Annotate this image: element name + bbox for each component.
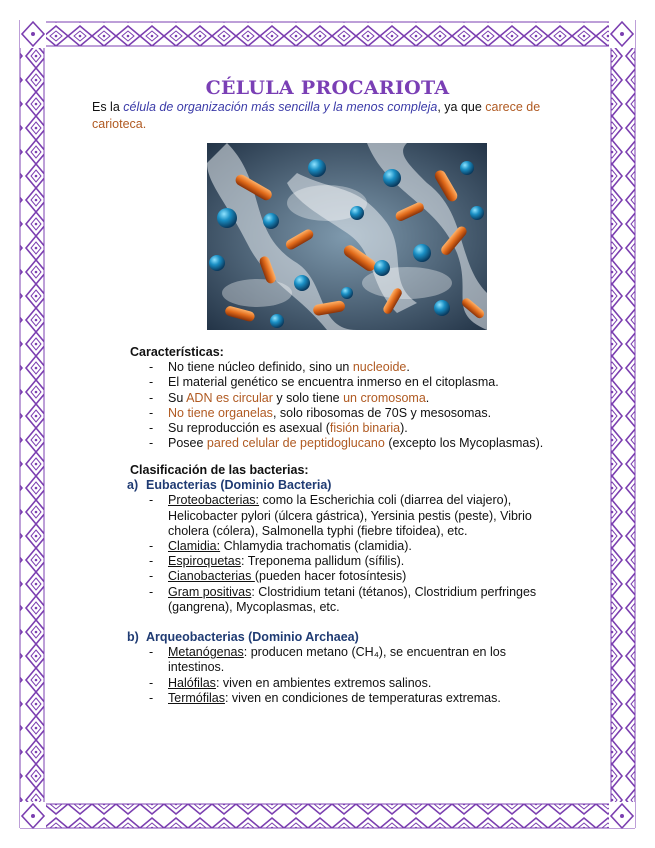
list-item: - Proteobacterias: como la Escherichia coli (diarrea del viajero), Helicobacter pylori (úlcera gástrica), Yersinia pestis (peste), Vibrio cholera (cólera), Salmonella typhi (fiebre tifoidea), etc. [149, 493, 550, 539]
list-item: - Su reproducción es asexual (fisión binaria). [149, 421, 570, 436]
archaea-list [149, 645, 550, 706]
classification-section [127, 463, 550, 706]
bacteria-illustration [207, 143, 487, 330]
characteristics-section [130, 345, 570, 451]
list-item: - Su ADN es circular y solo tiene un cromosoma. [149, 391, 570, 406]
characteristics-list [149, 360, 570, 451]
list-item: - Gram positivas: Clostridium tetani (tétanos), Clostridium perfringes (gangrena), Mycoplasmas, etc. [149, 585, 550, 615]
archaea-heading: b) Arqueobacterias (Dominio Archaea) [127, 630, 359, 645]
list-item: - Cianobacterias (pueden hacer fotosíntesis) [149, 569, 550, 584]
list-item: - Halófilas: viven en ambientes extremos salinos. [149, 676, 550, 691]
list-item: - Termófilas: viven en condiciones de temperaturas extremas. [149, 691, 550, 706]
list-item: - Espiroquetas: Treponema pallidum (sífilis). [149, 554, 550, 569]
list-item: - Posee pared celular de peptidoglucano (excepto los Mycoplasmas). [149, 436, 570, 451]
list-item: - El material genético se encuentra inmerso en el citoplasma. [149, 375, 570, 390]
list-item: - Clamidia: Chlamydia trachomatis (clamidia). [149, 539, 550, 554]
characteristics-heading: Características: [130, 345, 224, 359]
eubacteria-heading: a) Eubacterias (Dominio Bacteria) [127, 478, 332, 493]
page-title: CÉLULA PROCARIOTA [205, 77, 450, 99]
list-item: - No tiene organelas, solo ribosomas de 70S y mesosomas. [149, 406, 570, 421]
classification-heading: Clasificación de las bacterias: [130, 463, 309, 477]
list-item: - No tiene núcleo definido, sino un nucleoide. [149, 360, 570, 375]
list-item: - Metanógenas: producen metano (CH₄), se encuentran en los intestinos. [149, 645, 550, 675]
intro-paragraph: Es la célula de organización más sencilla y la menos compleja, ya que carece de carioteca. [92, 100, 541, 131]
eubacteria-list [149, 493, 550, 615]
